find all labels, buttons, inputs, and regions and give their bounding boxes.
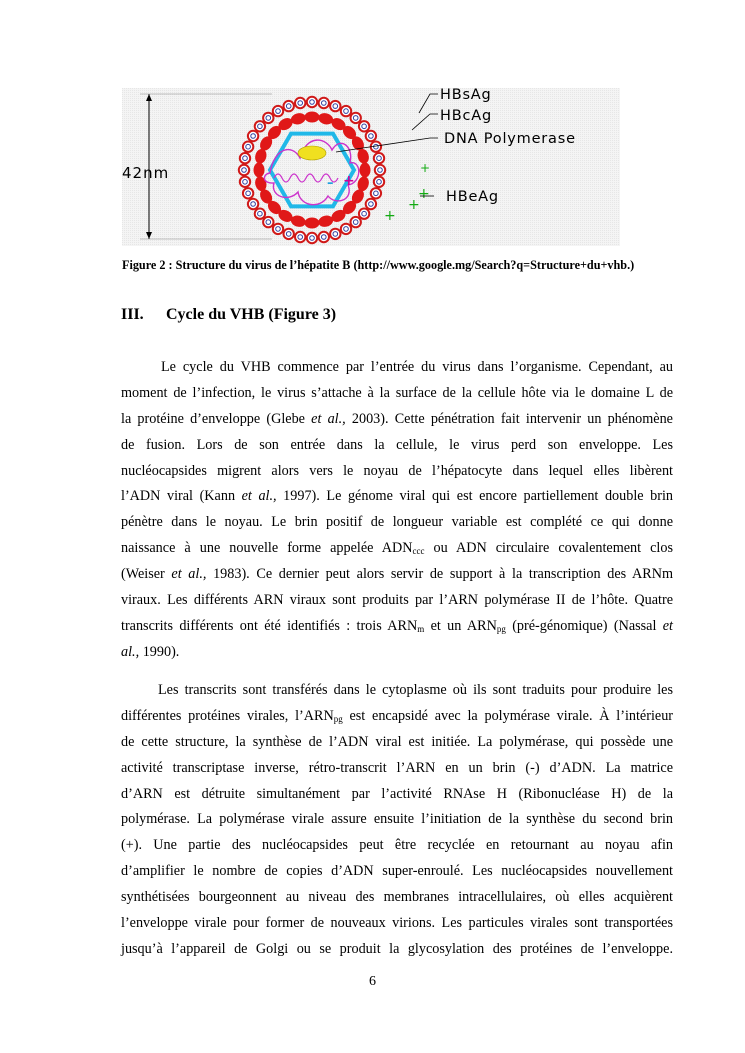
label-hbcag: HBcAg — [440, 108, 492, 124]
hbsag-particle — [366, 131, 376, 141]
hbsag-particle — [239, 165, 249, 175]
section-number: III. — [121, 306, 144, 323]
hbcag-subunit — [254, 163, 265, 178]
hbv-structure-figure — [122, 88, 620, 246]
hbsag-particle — [319, 98, 329, 108]
hbsag-particle — [248, 131, 258, 141]
paragraph-2 — [121, 678, 673, 963]
hbsag-particle — [273, 106, 283, 116]
hbsag-particle — [359, 209, 369, 219]
scale-label: 42nm — [122, 164, 170, 182]
hbsag-particle — [330, 229, 340, 239]
figure-caption: Figure 2 : Structure du virus de l’hépatite B (http://www.google.mg/Search?q=Structure+du+vhb.) — [122, 258, 635, 272]
hbv-diagram — [122, 88, 620, 246]
plus-strand-icon: + — [343, 173, 355, 189]
hbeag-plus-3: + — [384, 208, 396, 224]
hbsag-particle — [243, 188, 253, 198]
hbeag-plus-1: + — [418, 186, 430, 202]
hbeag-plus-2: + — [408, 197, 420, 213]
section-title: Cycle du VHB (Figure 3) — [166, 306, 337, 323]
text-line: l’ADN viral (Kann et al., 1997). Le génome viral qui est encore partiellement double brin — [121, 488, 673, 505]
section-heading — [121, 306, 336, 324]
hbsag-particle — [341, 106, 351, 116]
label-dna-polymerase: DNA Polymerase — [444, 131, 576, 147]
hbeag-plus-4: + — [420, 161, 431, 175]
hbsag-particle — [248, 199, 258, 209]
text-line: d’ARN est détruite simultanément par l’activité RNAse H (Ribonucléase H) de la — [121, 785, 673, 802]
text-line: jusqu’à l’appareil de Golgi ou se produit la glycosylation des protéines de l’enveloppe. — [121, 940, 673, 957]
hbsag-particle — [374, 153, 384, 163]
text-line: polymérase. La polymérase virale assure ensuite l’initiation de la synthèse du second brin — [121, 811, 673, 828]
hbsag-particle — [341, 224, 351, 234]
text-line: Les transcrits sont transférés dans le cytoplasme où ils sont traduits pour produire les — [158, 682, 673, 698]
text-line: synthétisées bourgeonnent au niveau des membranes intracellulaires, où elles acquièrent — [121, 889, 673, 906]
hbsag-particle — [375, 165, 385, 175]
hbsag-particle — [371, 188, 381, 198]
hbsag-particle — [284, 101, 294, 111]
text-line: de fusion. Lors de son entrée dans la cellule, le virus perd son enveloppe. Les — [121, 436, 673, 453]
text-line: (+). Une partie des nucléocapsides peut être recyclée en retournant au noyau afin — [121, 837, 673, 854]
text-line: activité transcriptase inverse, rétro-transcrit l’ARN en un brin (-) d’ADN. La matrice — [121, 759, 673, 776]
text-line: (Weiser et al., 1983). Ce dernier peut alors servir de support à la transcription des ARNm — [121, 566, 673, 583]
text-line: nucléocapsides migrent alors vers le noyau de l’hépatocyte dans lequel elles libèrent — [121, 462, 673, 479]
text-line: la protéine d’enveloppe (Glebe et al., 2003). Cette pénétration fait intervenir un phénomène — [121, 410, 673, 427]
text-line: naissance à une nouvelle forme appelée $ADN_{ccc}$ ou ADN circulaire covalentement clos — [121, 540, 673, 557]
text-line: moment de l’infection, le virus s’attache à la surface de la cellule hôte via le domaine L de — [121, 384, 673, 401]
dna-polymerase-ellipse — [298, 146, 326, 160]
hbsag-particle — [307, 233, 317, 243]
page-number: 6 — [369, 974, 376, 989]
text-line: d’amplifier le nombre de copies d’ADN super-enroulé. Les nucléocapsides nouvellement — [121, 863, 673, 880]
hbsag-particle — [263, 113, 273, 123]
hbsag-particle — [240, 153, 250, 163]
hbcag-subunit — [305, 218, 320, 229]
text-line: Le cycle du VHB commence par l’entrée du virus dans l’organisme. Cependant, au — [161, 359, 673, 375]
hbsag-particle — [319, 232, 329, 242]
text-line: viraux. Les différents ARN viraux sont produits par l’ARN polymérase II de l’hôte. Quatre — [121, 592, 673, 609]
paragraph-1 — [121, 355, 673, 666]
label-hbeag: HBeAg — [446, 189, 499, 205]
hbsag-particle — [351, 217, 361, 227]
figure-background — [122, 88, 620, 246]
text-line: al., 1990). — [121, 643, 180, 660]
hbsag-particle — [263, 217, 273, 227]
label-hbsag: HBsAg — [440, 88, 492, 103]
text-line: pénètre dans le noyau. Le brin positif de longueur variable est complété ce qui donne — [121, 514, 673, 531]
text-line: l’enveloppe virale pour former de nouveaux virions. Les particules virales sont transportées — [121, 915, 673, 932]
hbsag-particle — [359, 121, 369, 131]
hbsag-particle — [240, 177, 250, 187]
text-line: différentes protéines virales, $l’ARN_{pg}$ est encapsidé avec la polymérase virale. À l’intérieur — [121, 707, 674, 724]
minus-strand-icon: – — [327, 176, 334, 191]
hbcag-subunit — [360, 163, 371, 178]
hbsag-particle — [255, 121, 265, 131]
hbsag-particle — [255, 209, 265, 219]
text-line: de cette structure, la synthèse de l’ADN viral est initiée. La polymérase, qui possède une — [121, 733, 673, 750]
hbsag-particle — [374, 177, 384, 187]
hbsag-particle — [295, 98, 305, 108]
hbcag-subunit — [305, 112, 320, 123]
hbsag-particle — [273, 224, 283, 234]
text-line: transcrits différents ont été identifiés : trois $ARN_m$ et un $ARN_{pg}$ (pré-génomique) (Nassal et — [121, 617, 673, 634]
hbsag-particle — [284, 229, 294, 239]
hbsag-particle — [295, 232, 305, 242]
hbsag-particle — [307, 97, 317, 107]
hbsag-particle — [243, 142, 253, 152]
hbsag-particle — [366, 199, 376, 209]
hbsag-particle — [351, 113, 361, 123]
hbsag-particle — [330, 101, 340, 111]
